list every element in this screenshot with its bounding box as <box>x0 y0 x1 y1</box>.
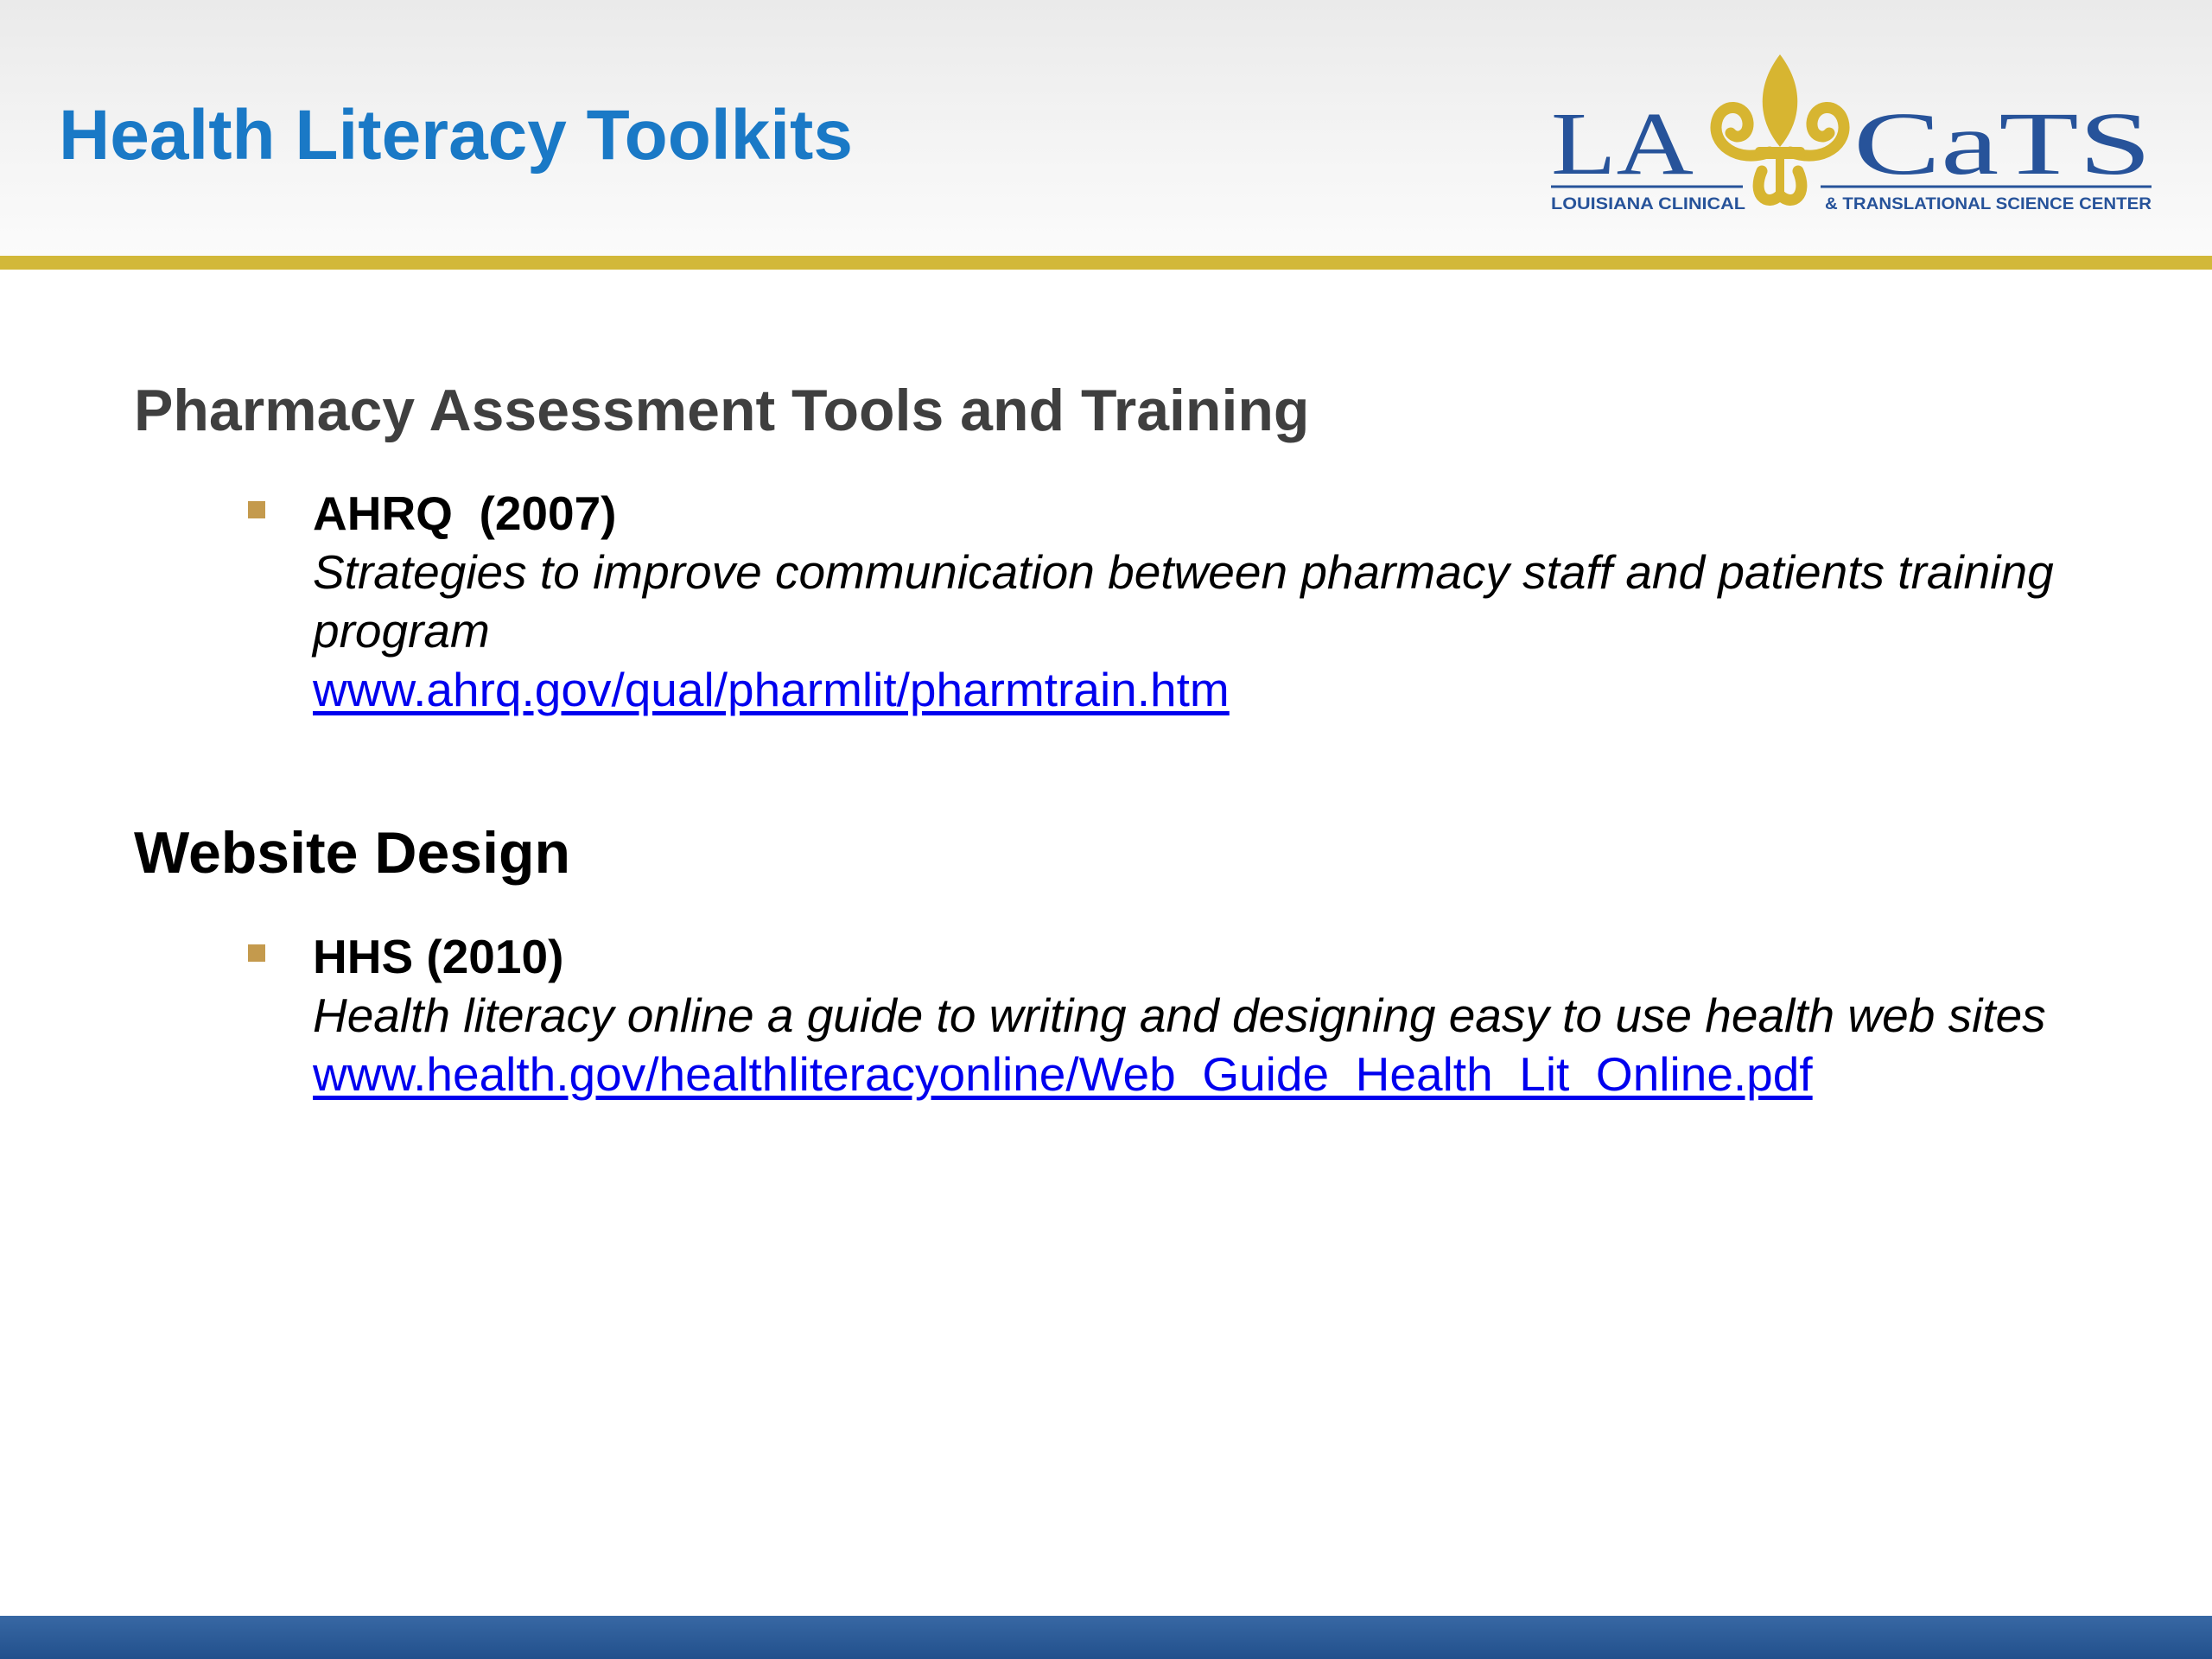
item-description: Strategies to improve communication between pharmacy staff and patients training program <box>313 545 2054 658</box>
logo-subtitle-left: LOUISIANA CLINICAL <box>1551 195 1746 213</box>
bullet-icon <box>248 944 265 962</box>
item-name: AHRQ (2007) <box>313 486 617 540</box>
logo-subtitle-right: & TRANSLATIONAL SCIENCE CENTER <box>1825 195 2152 213</box>
la-cats-logo <box>1551 50 2152 223</box>
bullet-icon <box>248 501 265 518</box>
slide-title: Health Literacy Toolkits <box>59 96 853 175</box>
header-gold-rule <box>0 256 2212 270</box>
list-item-ahrq <box>313 484 2145 719</box>
section-heading-website-design: Website Design <box>134 820 571 886</box>
item-link[interactable]: www.health.gov/healthliteracyonline/Web_Guide_Health_Lit_Online.pdf <box>313 1047 1813 1101</box>
section-heading-pharmacy: Pharmacy Assessment Tools and Training <box>134 378 1310 443</box>
item-description: Health literacy online a guide to writing and designing easy to use health web sites <box>313 988 2046 1042</box>
item-link[interactable]: www.ahrq.gov/qual/pharmlit/pharmtrain.htm <box>313 663 1230 716</box>
logo-left-text: LA <box>1551 94 1694 194</box>
footer-bar <box>0 1616 2212 1659</box>
list-item-hhs <box>313 927 2145 1103</box>
logo-right-text: CaTS <box>1853 94 2152 194</box>
fleur-de-lis-icon <box>1716 54 1844 200</box>
item-name: HHS (2010) <box>313 930 564 983</box>
